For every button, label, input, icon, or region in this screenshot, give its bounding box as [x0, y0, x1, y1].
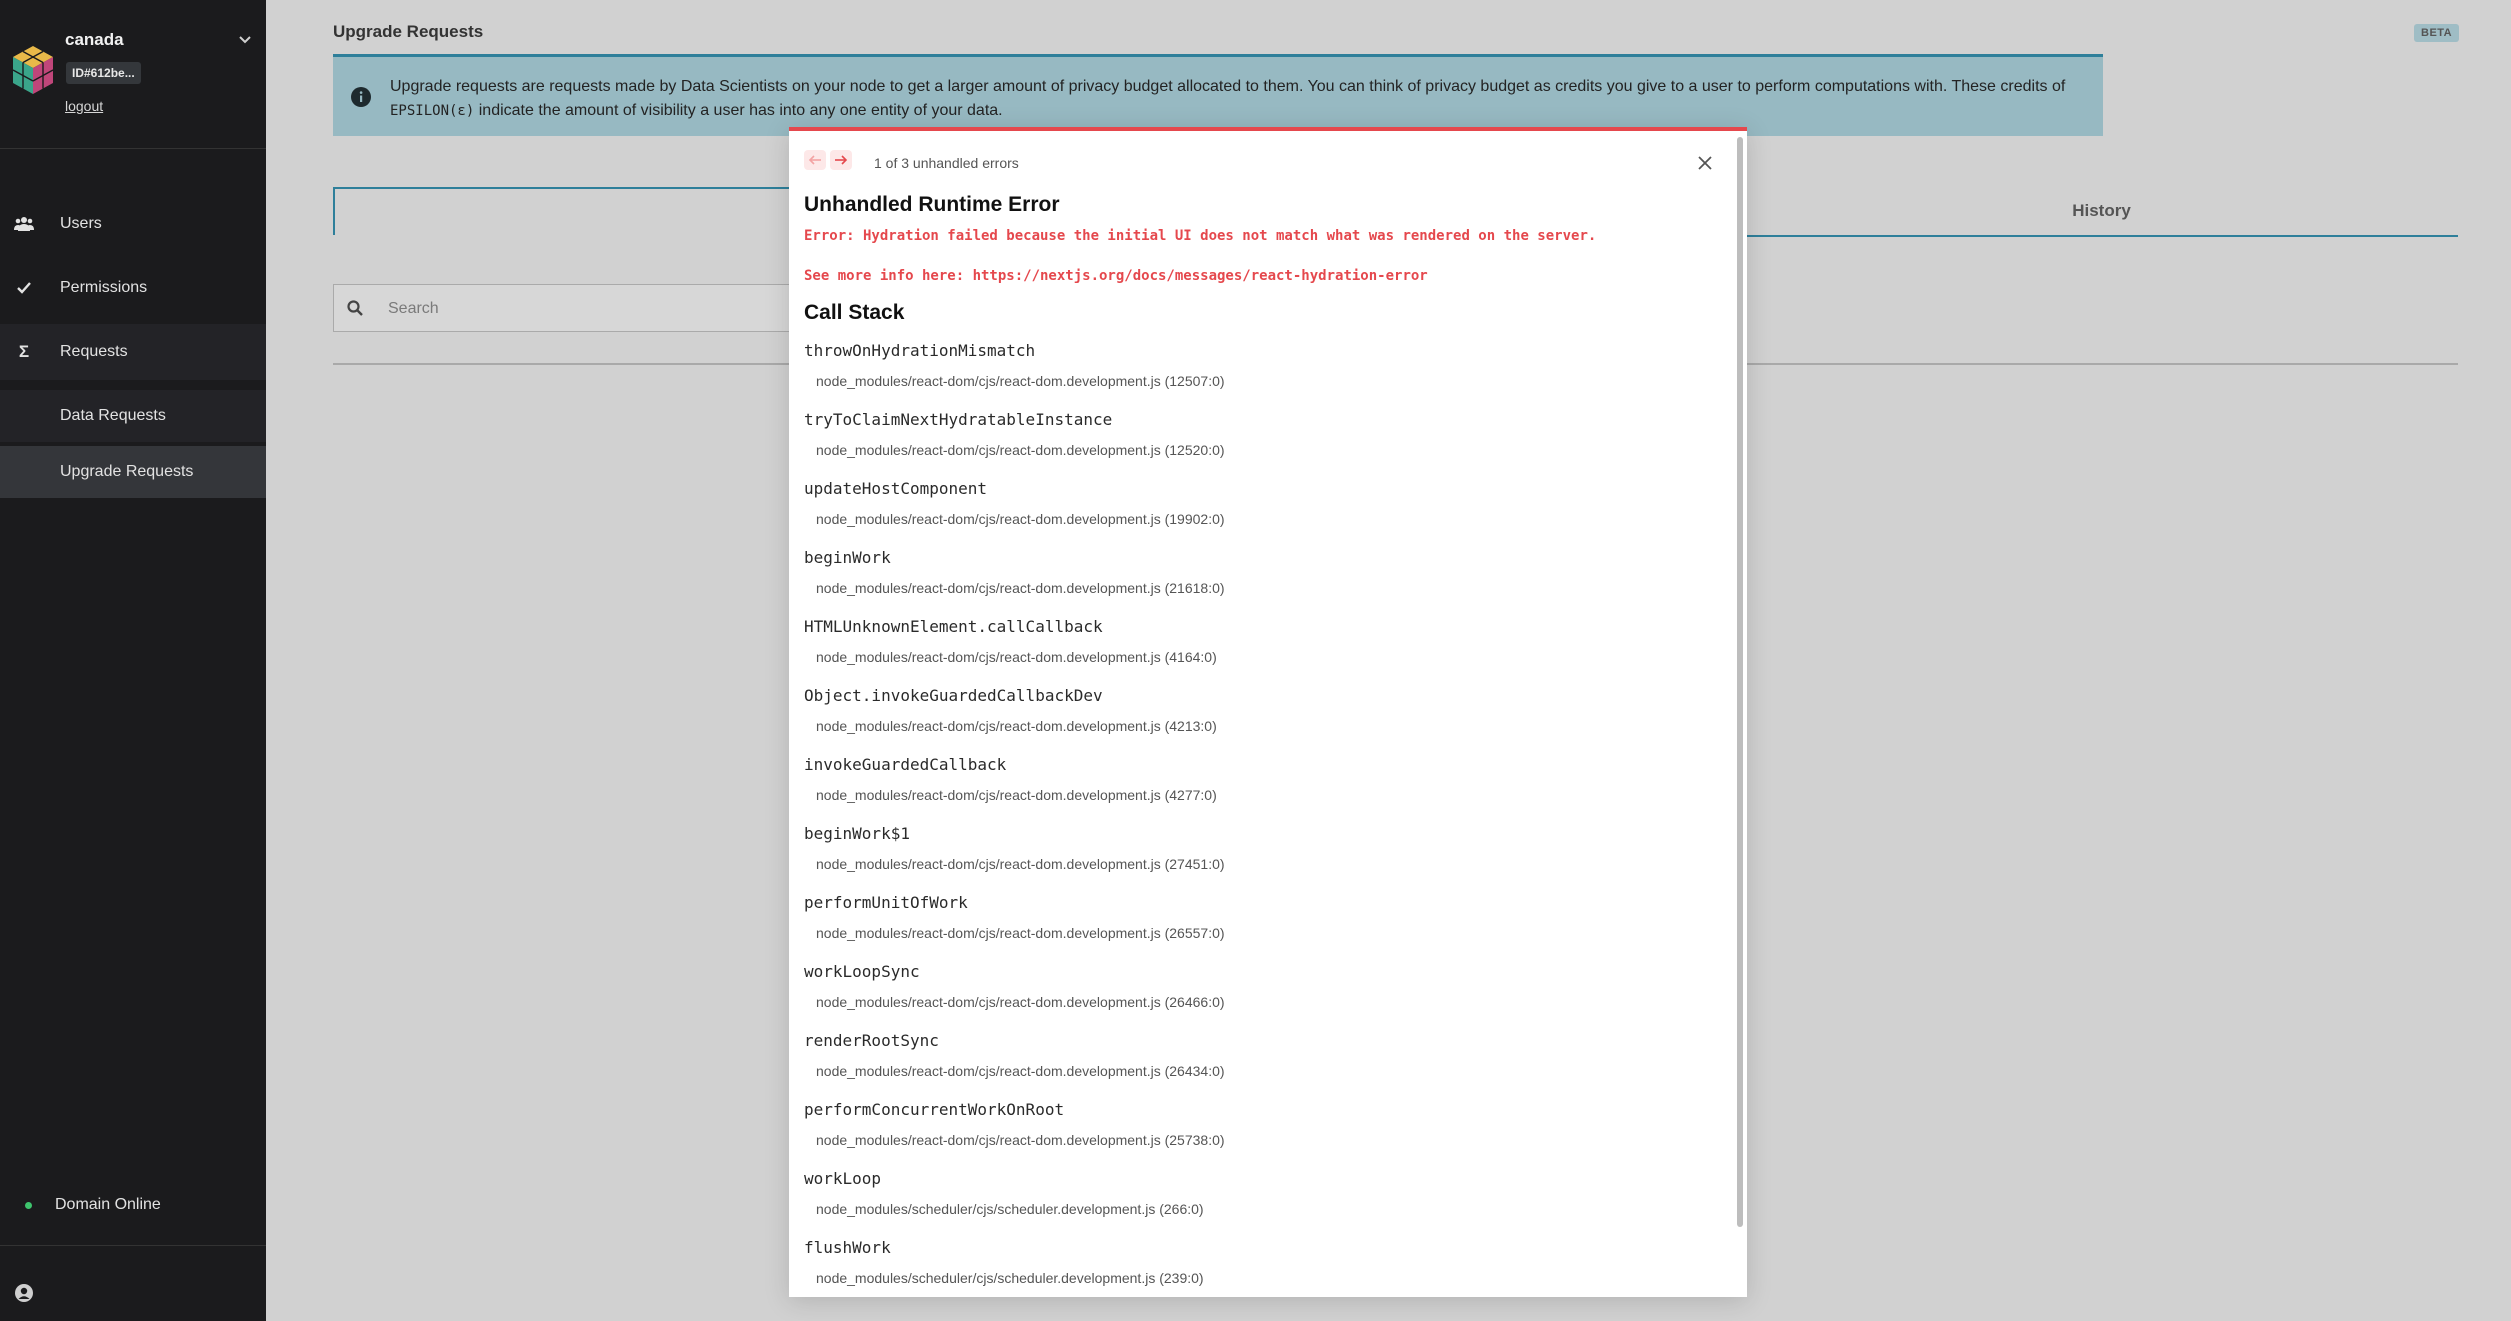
sidebar-item-users[interactable]: [0, 196, 266, 252]
frame-function: updateHostComponent: [804, 479, 988, 498]
frame-location: node_modules/react-dom/cjs/react-dom.development.js (21618:0): [816, 580, 1225, 596]
frame-location: node_modules/scheduler/cjs/scheduler.development.js (239:0): [816, 1270, 1204, 1286]
call-stack-frame[interactable]: [804, 1025, 1704, 1094]
frame-function: workLoopSync: [804, 962, 920, 981]
beta-badge: BETA: [2414, 24, 2459, 42]
frame-function: performUnitOfWork: [804, 893, 968, 912]
arrow-right-icon: [834, 154, 848, 166]
sidebar-item-label: Users: [60, 215, 102, 232]
sidebar-divider: [0, 1245, 266, 1246]
frame-function: throwOnHydrationMismatch: [804, 341, 1036, 360]
call-stack-frame[interactable]: [804, 473, 1704, 542]
frame-function: Object.invokeGuardedCallbackDev: [804, 686, 1103, 705]
sidebar: [0, 0, 266, 1321]
frame-location: node_modules/react-dom/cjs/react-dom.development.js (25738:0): [816, 1132, 1225, 1148]
users-icon: [14, 214, 34, 234]
check-icon: [14, 278, 34, 298]
account-icon[interactable]: [14, 1283, 34, 1303]
call-stack-frame[interactable]: [804, 1232, 1704, 1301]
error-count: 1 of 3 unhandled errors: [874, 155, 1019, 171]
tab-pending[interactable]: [333, 187, 793, 235]
domain-status-label: Domain Online: [55, 1196, 161, 1213]
sidebar-item-label: Requests: [60, 343, 128, 360]
sidebar-divider: [0, 148, 266, 149]
error-message: Error: Hydration failed because the initial UI does not match what was rendered on the server.: [804, 228, 1597, 244]
frame-function: HTMLUnknownElement.callCallback: [804, 617, 1103, 636]
chevron-down-icon[interactable]: [236, 30, 254, 48]
arrow-left-icon: [808, 154, 822, 166]
call-stack-frame[interactable]: [804, 749, 1704, 818]
info-text: [390, 75, 2080, 123]
error-title: Unhandled Runtime Error: [804, 193, 1060, 216]
frame-location: node_modules/react-dom/cjs/react-dom.development.js (27451:0): [816, 856, 1225, 872]
call-stack-frame[interactable]: [804, 887, 1704, 956]
frame-location: node_modules/react-dom/cjs/react-dom.development.js (4277:0): [816, 787, 1217, 803]
search-icon: [346, 299, 364, 317]
frame-function: renderRootSync: [804, 1031, 939, 1050]
node-id-badge: ID#612be...: [66, 62, 141, 84]
sidebar-item-label: Upgrade Requests: [60, 463, 194, 480]
info-banner: [333, 54, 2103, 136]
call-stack-frame[interactable]: [804, 542, 1704, 611]
sidebar-item-label: Data Requests: [60, 407, 166, 424]
search-input[interactable]: [386, 294, 770, 324]
info-icon: [351, 87, 371, 107]
error-overlay-dialog: [789, 127, 1747, 1297]
call-stack-frame[interactable]: [804, 611, 1704, 680]
sidebar-item-permissions[interactable]: [0, 260, 266, 316]
next-error-button[interactable]: [830, 150, 852, 170]
error-more-info[interactable]: See more info here: https://nextjs.org/docs/messages/react-hydration-error: [804, 268, 1428, 284]
frame-function: performConcurrentWorkOnRoot: [804, 1100, 1065, 1119]
node-name: canada: [65, 30, 124, 49]
frame-function: beginWork$1: [804, 824, 910, 843]
sigma-icon: Σ: [18, 342, 30, 361]
search-box: [333, 284, 793, 332]
call-stack-list: [804, 335, 1704, 1301]
domain-status: [0, 1185, 266, 1225]
call-stack-frame[interactable]: [804, 818, 1704, 887]
modal-scrollbar[interactable]: [1737, 137, 1743, 1227]
frame-function: tryToClaimNextHydratableInstance: [804, 410, 1113, 429]
info-text-part: Upgrade requests are requests made by Data Scientists on your node to get a larger amount of privacy budget allocated to them. You can think of privacy budget as credits you give to a user to perform computations with. These credits of: [390, 78, 2066, 95]
call-stack-title: Call Stack: [804, 301, 905, 324]
frame-location: node_modules/react-dom/cjs/react-dom.development.js (12507:0): [816, 373, 1225, 389]
frame-location: node_modules/react-dom/cjs/react-dom.development.js (12520:0): [816, 442, 1225, 458]
frame-location: node_modules/react-dom/cjs/react-dom.development.js (26466:0): [816, 994, 1225, 1010]
frame-location: node_modules/react-dom/cjs/react-dom.development.js (26557:0): [816, 925, 1225, 941]
frame-location: node_modules/scheduler/cjs/scheduler.development.js (266:0): [816, 1201, 1204, 1217]
call-stack-frame[interactable]: [804, 956, 1704, 1025]
page-title: Upgrade Requests: [333, 22, 484, 41]
call-stack-frame[interactable]: [804, 335, 1704, 404]
call-stack-frame[interactable]: [804, 1163, 1704, 1232]
sidebar-item-label: Permissions: [60, 279, 148, 296]
frame-function: invokeGuardedCallback: [804, 755, 1007, 774]
close-icon[interactable]: [1693, 151, 1717, 175]
info-text-part: indicate the amount of visibility a user has into any one entity of your data.: [478, 102, 1003, 119]
logout-link[interactable]: logout: [65, 98, 104, 114]
call-stack-frame[interactable]: [804, 680, 1704, 749]
epsilon-term: EPSILON(ɛ): [390, 103, 475, 119]
frame-location: node_modules/react-dom/cjs/react-dom.development.js (19902:0): [816, 511, 1225, 527]
frame-function: flushWork: [804, 1238, 891, 1257]
error-navigation: [804, 150, 852, 170]
previous-error-button[interactable]: [804, 150, 826, 170]
frame-function: workLoop: [804, 1169, 882, 1188]
node-logo-icon: [10, 44, 56, 96]
sidebar-item-data-requests[interactable]: [0, 390, 266, 442]
call-stack-frame[interactable]: [804, 404, 1704, 473]
frame-location: node_modules/react-dom/cjs/react-dom.development.js (26434:0): [816, 1063, 1225, 1079]
frame-function: beginWork: [804, 548, 891, 567]
frame-location: node_modules/react-dom/cjs/react-dom.development.js (4213:0): [816, 718, 1217, 734]
sidebar-item-requests[interactable]: [0, 324, 266, 380]
tab-history[interactable]: [1745, 187, 2458, 237]
call-stack-frame[interactable]: [804, 1094, 1704, 1163]
online-status-dot: [25, 1202, 32, 1209]
tab-label: History: [2072, 201, 2131, 220]
sidebar-item-upgrade-requests[interactable]: [0, 446, 266, 498]
frame-location: node_modules/react-dom/cjs/react-dom.development.js (4164:0): [816, 649, 1217, 665]
